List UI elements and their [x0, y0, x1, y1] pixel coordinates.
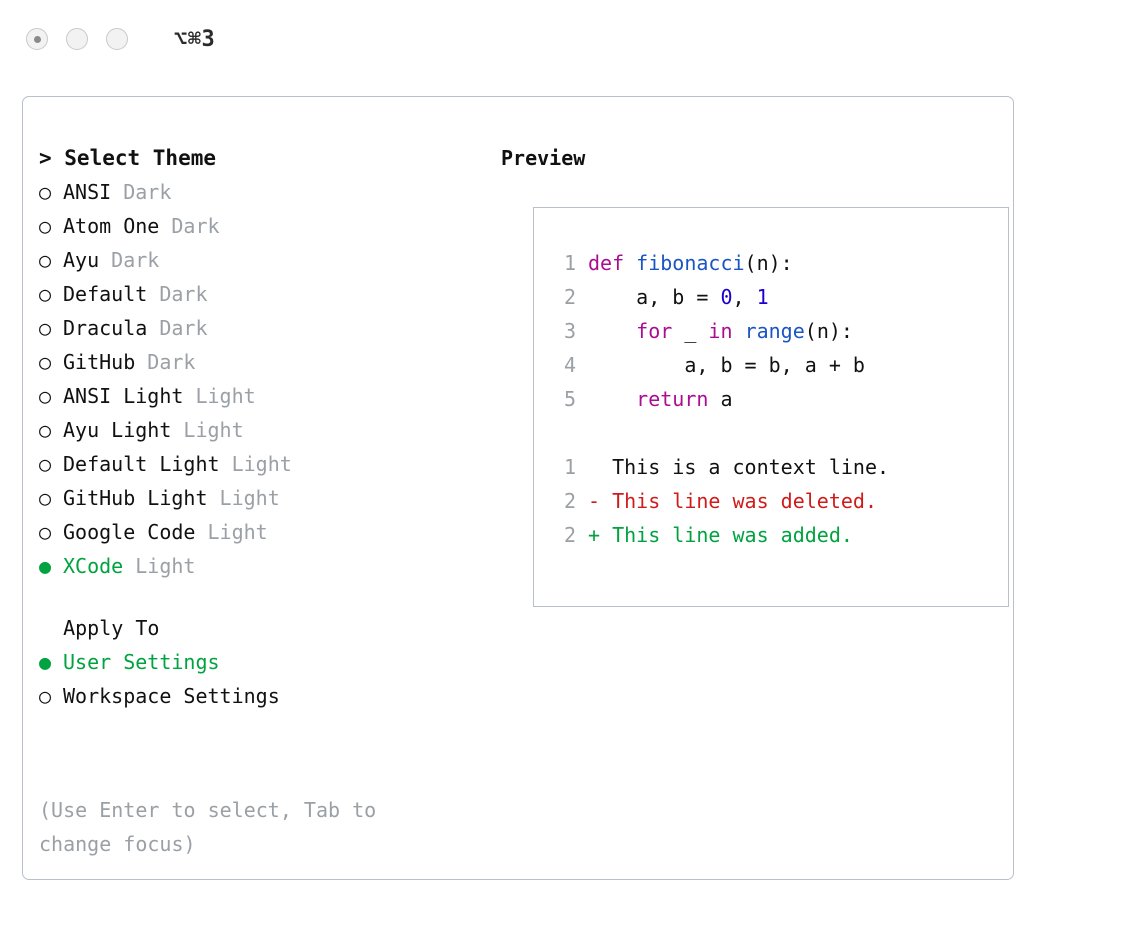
theme-name-label: XCode — [63, 554, 124, 578]
theme-name-label: GitHub Light — [63, 486, 208, 510]
code-token: , — [732, 285, 757, 309]
diff-sign: + — [588, 523, 601, 547]
code-token: range — [744, 319, 805, 343]
code-token: (n): — [744, 251, 793, 275]
radio-unselected-icon: ○ — [39, 520, 52, 544]
theme-variant-label: Light — [135, 554, 196, 578]
code-line — [552, 246, 1008, 280]
code-token: fibonacci — [636, 251, 745, 275]
theme-list-item[interactable] — [39, 345, 469, 379]
diff-line — [552, 450, 1008, 484]
radio-unselected-icon: ○ — [39, 452, 52, 476]
radio-unselected-icon: ○ — [39, 384, 52, 408]
radio-unselected-icon: ○ — [39, 486, 52, 510]
radio-unselected-icon: ○ — [39, 350, 52, 374]
radio-unselected-icon: ○ — [39, 248, 52, 272]
apply-to-list[interactable] — [39, 645, 469, 713]
code-token: a, b = — [588, 285, 721, 309]
traffic-light-minimize[interactable] — [66, 28, 88, 50]
theme-variant-label: Dark — [147, 350, 196, 374]
diff-text: This line was deleted. — [600, 489, 877, 513]
apply-to-option[interactable] — [39, 645, 469, 679]
theme-variant-label: Dark — [159, 282, 208, 306]
theme-variant-label: Light — [219, 486, 280, 510]
radio-unselected-icon: ○ — [39, 684, 52, 708]
code-token: a, b = b, a + b — [588, 353, 865, 377]
theme-list-item[interactable] — [39, 209, 469, 243]
theme-name-label: ANSI Light — [63, 384, 184, 408]
code-token: return — [636, 387, 709, 411]
theme-variant-label: Dark — [171, 214, 220, 238]
window-titlebar — [0, 0, 1140, 78]
line-number: 1 — [563, 251, 576, 275]
apply-to-option-label: Workspace Settings — [63, 684, 280, 708]
window-shortcut-label: ⌥⌘3 — [174, 26, 216, 52]
diff-line — [552, 518, 1008, 552]
theme-name-label: Ayu — [63, 248, 100, 272]
theme-name-label: ANSI — [63, 180, 112, 204]
apply-to-option-label: User Settings — [63, 650, 220, 674]
code-token: a — [708, 387, 733, 411]
theme-variant-label: Light — [207, 520, 268, 544]
code-token: (n): — [804, 319, 853, 343]
theme-variant-label: Light — [183, 418, 244, 442]
diff-text: This is a context line. — [600, 455, 890, 479]
radio-unselected-icon: ○ — [39, 180, 52, 204]
theme-list-item[interactable] — [39, 311, 469, 345]
diff-sign — [588, 455, 600, 479]
theme-name-label: Default — [63, 282, 148, 306]
code-token: 0 — [720, 285, 733, 309]
theme-list-item[interactable] — [39, 481, 469, 515]
code-token — [588, 387, 636, 411]
theme-name-label: Google Code — [63, 520, 196, 544]
theme-variant-label: Dark — [123, 180, 172, 204]
theme-list-item[interactable] — [39, 549, 469, 583]
line-number: 4 — [563, 353, 576, 377]
theme-selector-panel — [22, 96, 1014, 880]
diff-line-number: 2 — [563, 489, 576, 513]
theme-name-label: Dracula — [63, 316, 148, 340]
theme-name-label: Ayu Light — [63, 418, 172, 442]
theme-variant-label: Dark — [159, 316, 208, 340]
theme-list-item[interactable] — [39, 277, 469, 311]
apply-to-label: Apply To — [39, 616, 160, 640]
radio-unselected-icon: ○ — [39, 418, 52, 442]
code-line — [552, 348, 1008, 382]
theme-name-label: GitHub — [63, 350, 136, 374]
diff-sign: - — [588, 489, 601, 513]
code-token — [588, 319, 636, 343]
diff-preview — [552, 450, 1008, 552]
preview-column — [501, 141, 991, 547]
theme-list-item[interactable] — [39, 413, 469, 447]
theme-variant-label: Light — [195, 384, 256, 408]
line-number: 2 — [563, 285, 576, 309]
theme-variant-label: Dark — [111, 248, 160, 272]
radio-selected-icon: ● — [39, 554, 52, 578]
traffic-light-maximize[interactable] — [106, 28, 128, 50]
code-token — [733, 319, 745, 343]
theme-list[interactable] — [39, 175, 469, 583]
radio-unselected-icon: ○ — [39, 282, 52, 306]
theme-list-item[interactable] — [39, 515, 469, 549]
radio-selected-icon: ● — [39, 650, 52, 674]
theme-list-item[interactable] — [39, 243, 469, 277]
preview-title: Preview — [501, 146, 586, 170]
diff-line-number: 2 — [563, 523, 576, 547]
diff-line-number: 1 — [563, 455, 576, 479]
theme-variant-label: Light — [231, 452, 292, 476]
theme-list-item[interactable] — [39, 379, 469, 413]
code-token: in — [708, 319, 733, 343]
code-preview — [552, 246, 1008, 416]
radio-unselected-icon: ○ — [39, 214, 52, 238]
apply-to-option[interactable] — [39, 679, 469, 713]
theme-name-label: Atom One — [63, 214, 160, 238]
keyboard-hint: (Use Enter to select, Tab to change focus) — [39, 798, 389, 856]
theme-list-item[interactable] — [39, 175, 469, 209]
select-theme-header: > Select Theme — [39, 146, 217, 170]
code-line — [552, 280, 1008, 314]
code-token: for — [636, 319, 673, 343]
radio-unselected-icon: ○ — [39, 316, 52, 340]
traffic-light-close[interactable] — [26, 28, 48, 50]
code-line — [552, 314, 1008, 348]
line-number: 3 — [563, 319, 576, 343]
line-number: 5 — [563, 387, 576, 411]
diff-line — [552, 484, 1008, 518]
theme-list-column — [39, 141, 469, 713]
code-token: 1 — [756, 285, 769, 309]
code-token: def — [588, 251, 637, 275]
code-line — [552, 382, 1008, 416]
preview-box — [533, 207, 1009, 607]
theme-name-label: Default Light — [63, 452, 220, 476]
preview-spacer — [552, 416, 1008, 450]
theme-list-item[interactable] — [39, 447, 469, 481]
traffic-light-close-dot — [34, 36, 41, 43]
diff-text: This line was added. — [600, 523, 853, 547]
code-token: _ — [672, 319, 709, 343]
